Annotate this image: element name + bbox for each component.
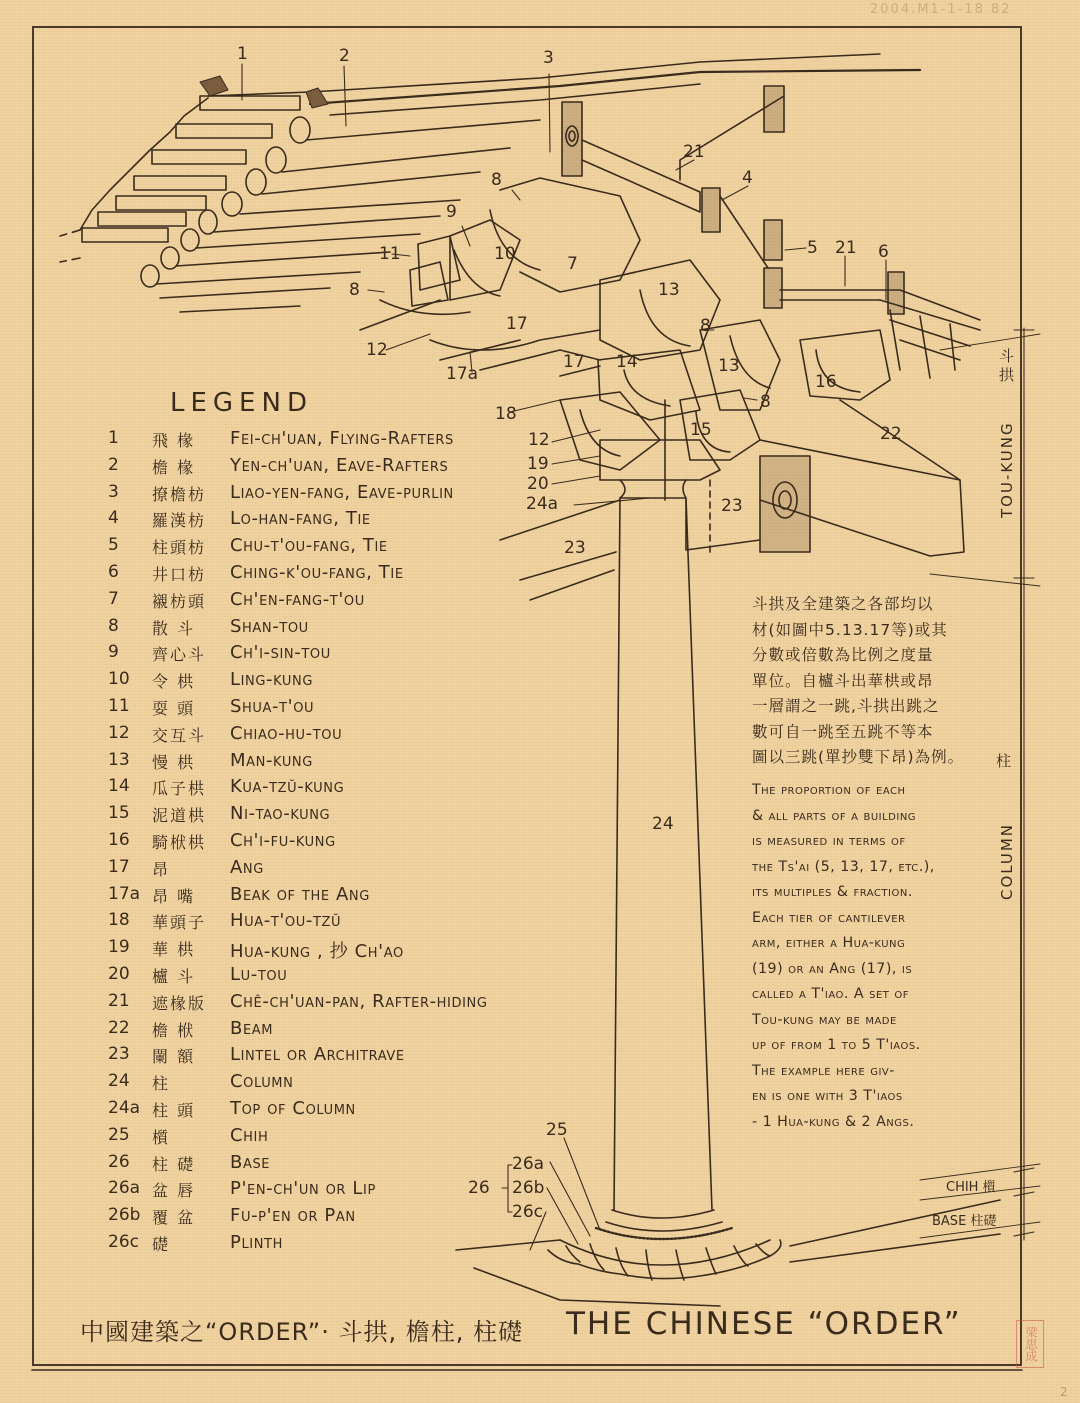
legend-number: 14 (108, 776, 130, 797)
legend-chinese: 櫍 (152, 1127, 171, 1147)
callout-24a: 24a (526, 494, 559, 514)
legend-english: Hua-t'ou-tzŭ (230, 910, 342, 932)
legend-english: Base (230, 1151, 271, 1173)
eave-rafters (60, 117, 540, 312)
callout-22: 22 (880, 424, 902, 444)
flying-rafters (80, 96, 300, 242)
note-line: 數可自一跳至五跳不等本 (752, 722, 934, 741)
callout-21-right: 21 (835, 238, 857, 258)
legend-item (108, 830, 588, 857)
legend-chinese: 覆 盆 (152, 1208, 196, 1228)
legend-chinese: 羅漢枋 (152, 511, 207, 531)
legend-chinese: 令 栱 (152, 672, 196, 692)
note-line: 圖以三跳(單抄雙下昂)為例。 (752, 748, 965, 766)
note-line: the Ts'ai (5, 13, 17, etc.), (752, 858, 935, 875)
legend-english: Man-kung (230, 749, 313, 771)
callout-16: 16 (815, 372, 837, 392)
callout-12-left: 12 (366, 340, 388, 360)
legend-item (108, 589, 588, 616)
note-line: 分數或倍數為比例之度量 (752, 646, 934, 664)
legend-item (108, 723, 588, 750)
roof-eave-lines (200, 54, 920, 115)
legend-chinese: 闌 額 (152, 1047, 196, 1067)
legend-number: 22 (108, 1017, 130, 1038)
callout-19: 19 (527, 454, 549, 474)
note-line: Each tier of cantilever (752, 909, 906, 926)
callout-23-right: 23 (721, 496, 743, 516)
legend-english: Lo-han-fang, Tie (230, 508, 371, 530)
legend-english: Column (230, 1071, 294, 1093)
legend-item (108, 1125, 588, 1152)
callout-8-right: 8 (760, 392, 771, 412)
legend-list (108, 428, 588, 1259)
legend-chinese: 泥道栱 (152, 806, 207, 826)
callout-8-left: 8 (349, 280, 360, 300)
legend-english: Lintel or Architrave (230, 1044, 405, 1066)
callout-13-lower: 13 (718, 356, 740, 376)
callout-5: 5 (807, 238, 818, 258)
callout-15: 15 (690, 420, 712, 440)
legend-chinese: 慢 栱 (152, 752, 196, 772)
legend-number: 23 (108, 1044, 130, 1065)
legend-english: Fei-ch'uan, Flying-Rafters (230, 428, 454, 449)
legend-item (108, 884, 588, 911)
legend-english: Top of Column (230, 1097, 356, 1119)
note-line: is measured in terms of (752, 833, 906, 849)
corner-pencil-mark: 2 (1060, 1385, 1068, 1399)
legend-number: 4 (108, 508, 119, 529)
legend-item (108, 803, 588, 830)
callout-10: 10 (494, 244, 516, 264)
legend-english: Ching-k'ou-fang, Tie (230, 561, 404, 583)
legend-number: 17a (108, 883, 141, 904)
legend-item (108, 1071, 588, 1098)
callout-1: 1 (237, 44, 248, 64)
note-line: The proportion of each (752, 782, 906, 798)
legend-english: Beak of the Ang (230, 883, 370, 905)
legend-item (108, 937, 588, 964)
callout-2: 2 (339, 46, 350, 66)
column-dimension-label: COLUMN (998, 822, 1016, 900)
callout-17-upper: 17 (506, 314, 528, 334)
legend-number: 18 (108, 910, 130, 931)
legend-chinese: 襯枋頭 (152, 591, 207, 611)
purlin-sections (562, 86, 904, 552)
legend-number: 11 (108, 695, 130, 716)
note-line: its multiples & fraction. (752, 884, 913, 900)
legend-chinese: 齊心斗 (152, 645, 207, 665)
legend-number: 24 (108, 1071, 130, 1092)
callout-18: 18 (495, 404, 517, 424)
legend-english: Beam (230, 1017, 274, 1039)
legend-item (108, 1205, 588, 1232)
legend-number: 1 (108, 428, 119, 448)
legend-english: Ling-kung (230, 669, 314, 691)
callout-9: 9 (446, 202, 457, 222)
legend-chinese: 耍 頭 (152, 698, 196, 718)
callout-11: 11 (379, 244, 401, 264)
callout-17-lower: 17 (563, 352, 585, 372)
legend-number: 19 (108, 937, 130, 958)
note-line: up of from 1 to 5 T'iaos. (752, 1037, 921, 1053)
legend-item (108, 910, 588, 937)
legend-item (108, 535, 588, 562)
callout-8-top: 8 (491, 170, 502, 190)
callout-26b: 26b (512, 1178, 545, 1198)
legend-number: 25 (108, 1124, 130, 1145)
callout-26c: 26c (512, 1202, 543, 1222)
legend-english: Chu-t'ou-fang, Tie (230, 535, 388, 557)
note-line: The example here giv- (752, 1062, 895, 1079)
legend-number: 16 (108, 829, 130, 850)
legend-chinese: 散 斗 (152, 618, 196, 638)
legend-number: 15 (108, 803, 130, 824)
note-line: 單位。自櫨斗出華栱或昂 (752, 671, 934, 690)
column-zh-label: 柱 (996, 752, 1012, 770)
legend-chinese: 瓜子栱 (152, 779, 207, 799)
legend-chinese: 柱頭枋 (152, 538, 207, 558)
footer-title-english: THE CHINESE “ORDER” (566, 1306, 962, 1342)
legend-item (108, 428, 588, 455)
callout-3: 3 (543, 48, 554, 68)
legend-english: Shan-tou (230, 615, 309, 637)
callout-20: 20 (527, 474, 549, 494)
callout-12-lower: 12 (528, 430, 550, 450)
legend-item (108, 616, 588, 643)
archive-pencil-note: 2004.M1-1-18 82 (870, 2, 1012, 17)
callout-26a: 26a (512, 1154, 545, 1174)
legend-item (108, 1044, 588, 1071)
legend-item (108, 642, 588, 669)
legend-number: 10 (108, 669, 130, 690)
legend-english: Ch'en-fang-t'ou (230, 588, 365, 610)
callout-7: 7 (567, 254, 578, 274)
legend-chinese: 昂 嘴 (152, 886, 196, 906)
legend-number: 6 (108, 561, 119, 582)
callout-14: 14 (616, 352, 638, 372)
legend-number: 24a (108, 1097, 141, 1118)
note-line: arm, either a Hua-kung (752, 935, 906, 951)
legend-english: Yen-ch'uan, Eave-Rafters (230, 454, 449, 476)
callout-23-left: 23 (564, 538, 586, 558)
legend-chinese: 井口枋 (152, 564, 207, 584)
legend-chinese: 交互斗 (152, 725, 207, 745)
callout-4: 4 (742, 168, 753, 188)
legend-item (108, 696, 588, 723)
legend-chinese: 柱 頭 (152, 1100, 196, 1120)
note-line: 一層謂之一跳,斗拱出跳之 (752, 697, 940, 715)
callout-24: 24 (652, 814, 674, 834)
legend-english: Kua-tzŭ-kung (230, 776, 345, 798)
legend-number: 26c (108, 1231, 139, 1252)
legend-item (108, 1098, 588, 1125)
artist-seal-stamp: 梁思成 (1016, 1320, 1044, 1368)
base-dimension-label: BASE 柱礎 (932, 1214, 997, 1229)
legend-english: Chiao-hu-tou (230, 722, 343, 744)
legend-number: 8 (108, 615, 119, 636)
tou-kung-zh-label: 斗拱 (997, 348, 1015, 386)
callout-25: 25 (546, 1120, 568, 1140)
legend-number: 5 (108, 535, 119, 556)
legend-chinese: 檐 栿 (152, 1020, 196, 1040)
callout-13-upper: 13 (658, 280, 680, 300)
legend-item (108, 776, 588, 803)
legend-chinese: 騎栿栱 (152, 832, 207, 852)
legend-item (108, 669, 588, 696)
note-line: en is one with 3 T'iaos (752, 1088, 903, 1104)
note-line: - 1 Hua-kung & 2 Angs. (752, 1113, 915, 1130)
legend-number: 26b (108, 1205, 141, 1226)
chih-dimension-label: CHIH 櫍 (946, 1180, 996, 1195)
legend-english: Lu-tou (230, 963, 288, 985)
legend-item (108, 562, 588, 589)
note-line: 斗拱及全建築之各部均以 (752, 595, 934, 613)
legend-english: Shua-t'ou (230, 695, 315, 717)
legend-english: Ni-tao-kung (230, 803, 331, 825)
note-line: called a T'iao. A set of (752, 986, 910, 1002)
legend-number: 9 (108, 642, 119, 663)
legend-number: 26 (108, 1151, 130, 1172)
legend-english: Hua-kung , 抄 Ch'ao (230, 941, 404, 963)
legend-item (108, 964, 588, 991)
legend-number: 26a (108, 1178, 141, 1199)
callout-21-upper: 21 (683, 142, 705, 162)
tou-kung-dimension-label: TOU-KUNG (998, 421, 1016, 518)
legend-english: Liao-yen-fang, Eave-purlin (230, 481, 454, 503)
legend-chinese: 華頭子 (152, 913, 207, 933)
callout-8-mid: 8 (700, 316, 711, 336)
legend-chinese: 撩檐枋 (152, 484, 207, 504)
legend-english: Plinth (230, 1231, 283, 1253)
legend-chinese: 柱 礎 (152, 1154, 196, 1174)
legend-chinese: 檐 椽 (152, 457, 196, 477)
legend-number: 20 (108, 963, 130, 984)
legend-english: Chê-ch'uan-pan, Rafter-hiding (230, 990, 488, 1012)
legend-english: Ch'i-sin-tou (230, 642, 331, 664)
note-line: (19) or an Ang (17), is (752, 960, 913, 977)
legend-item (108, 1018, 588, 1045)
legend-english: Ang (230, 856, 264, 878)
chinese-explanatory-note (752, 592, 992, 771)
legend-item (108, 1152, 588, 1179)
column-24 (614, 498, 712, 1210)
legend-item (108, 991, 588, 1018)
legend-number: 12 (108, 722, 130, 743)
legend-item (108, 1178, 588, 1205)
legend-number: 3 (108, 481, 119, 502)
legend-number: 21 (108, 990, 130, 1011)
callout-26: 26 (468, 1178, 490, 1198)
legend-item (108, 1232, 588, 1259)
legend-english: Chih (230, 1124, 269, 1146)
callout-6: 6 (878, 242, 889, 262)
legend-item (108, 482, 588, 509)
legend-chinese: 飛 椽 (152, 431, 196, 450)
legend-number: 2 (108, 454, 119, 475)
legend-chinese: 盆 唇 (152, 1181, 196, 1201)
legend-item (108, 508, 588, 535)
legend-number: 17 (108, 856, 130, 877)
legend-chinese: 華 栱 (152, 940, 196, 960)
legend-english: Ch'i-fu-kung (230, 829, 336, 851)
legend-chinese: 昂 (152, 859, 171, 879)
note-line: Tou-kung may be made (752, 1011, 897, 1028)
note-line: 材(如圖中5.13.17等)或其 (752, 620, 948, 639)
callout-17a: 17a (446, 364, 479, 384)
legend-english: Fu-p'en or Pan (230, 1205, 356, 1227)
english-explanatory-note (752, 778, 1002, 1135)
footer-title-chinese: 中國建築之“ORDER”· 斗拱, 檐柱, 柱礎 (80, 1318, 523, 1346)
note-line: & all parts of a building (752, 807, 917, 824)
legend-chinese: 遮椽版 (152, 993, 207, 1013)
legend-chinese: 礎 (152, 1234, 171, 1254)
legend-chinese: 柱 (152, 1074, 171, 1094)
legend-item (108, 455, 588, 482)
legend-english: P'en-ch'un or Lip (230, 1178, 376, 1200)
legend-item (108, 857, 588, 884)
legend-number: 13 (108, 749, 130, 770)
legend-number: 7 (108, 588, 119, 609)
legend-chinese: 櫨 斗 (152, 966, 196, 986)
legend-title: LEGEND (170, 388, 313, 418)
legend-item (108, 750, 588, 777)
